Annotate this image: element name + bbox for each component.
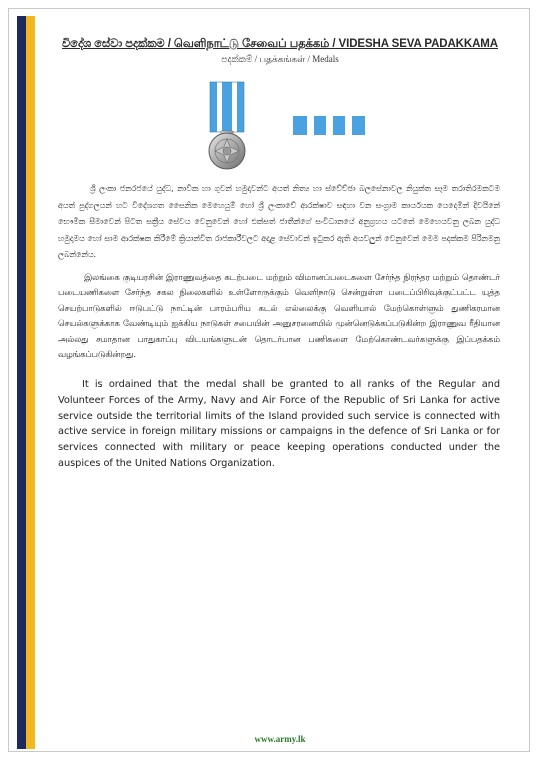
english-paragraph: It is ordained that the medal shall be granted to all ranks of the Regular and Volunteer Forces of the Army, Navy and Air Force of the Republic of Sri Lanka for active service outside the territorial limits of the Island provided such service is connected with active service in foreign military missions or campaigns in the defence of Sri Lanka or for services connected with military or peace keeping operations conducted under the auspices of the United Nations Organization. (58, 379, 500, 469)
ribbon-bar-image (293, 116, 365, 135)
footer-website-link[interactable]: www.army.lk (254, 734, 306, 744)
gold-side-stripe (26, 16, 35, 749)
page-title: විදේශ සේවා පදක්කම / வெளிநாட்டு சேவைப் பதக்கம் / VIDESHA SEVA PADAKKAMA (62, 38, 498, 50)
tamil-paragraph: இலங்கை குடியரசின் இராணுவத்தை கடற்படை மற்றும் விமானப்படைகளை சேர்ந்த நிரந்தர மற்றும் தொண்டர் படையணிகளை சேர்ந்த சகல நிலைகளில் உள்ளோருக்கும் வெளிநாடு சென்றுள்ள படைப்பிரிவுக்குட்பட்ட யுத்த செயற்பாடுகளில் ஈடுபட்டு நாட்டின் பாரம்பரிய கடல் எல்லைக்கு வெளியால் மேற்கொள்ளும் துணிகரமான செயல்களுக்காக வேண்டியும் ஐக்கிய நாடுகள் சபையின் அனுசரனையில் முன்னெடுக்கப்படுகின்ற இராணுவ ரீதியான அல்லது சமாதான பாதுகாப்பு விடயங்களுடன் தொடர்பான பணிகளை மேற்கொண்டவர்களுக்கு இப்பதக்கம் வழங்கப்படுகின்றது. (58, 272, 500, 360)
medal-image (200, 80, 256, 172)
page-subtitle: පදක්කම් / பதக்கங்கள் / Medals (221, 54, 339, 64)
navy-side-stripe (17, 16, 26, 749)
sinhala-paragraph: ශ්‍රී ලංකා ජනරජයේ යුද්ධ, නාවික හා ගුවන් හමුදාවන්ට අයත් නිත්‍ය හා ස්වේච්ඡා බලසේනාවල නියුක්ත සෑම තරාතිරමකටම අයත් පුද්ගලයන් හට විදේශගත සෛනික මෙහෙයුම් හෝ ශ්‍රී ලංකාවේ ආරක්ෂාව සඳහා වන සංග්‍රාම කාර්යයක යෙදෙමින් දිවයිනේ භෞමික සීමාවෙන් පිටත සක්‍රීය සේවය වෙනුවෙන් හෝ එක්සත් ජාතීන්ගේ සංවිධානයේ අනුග්‍රහය යටතේ මෙහෙයවනු ලබන යුද්ධ හමුදාමය හෝ සාම ආරක්ෂක කිරීමේ ක්‍රියාන්විත රාජකාරීවලට අදාළ සේවාවන් ඉටුකර ඇති අයවලුන් වෙනුවෙන් මෙම පදක්කම පිරිනමනු ලබන්නේය. (58, 184, 500, 260)
